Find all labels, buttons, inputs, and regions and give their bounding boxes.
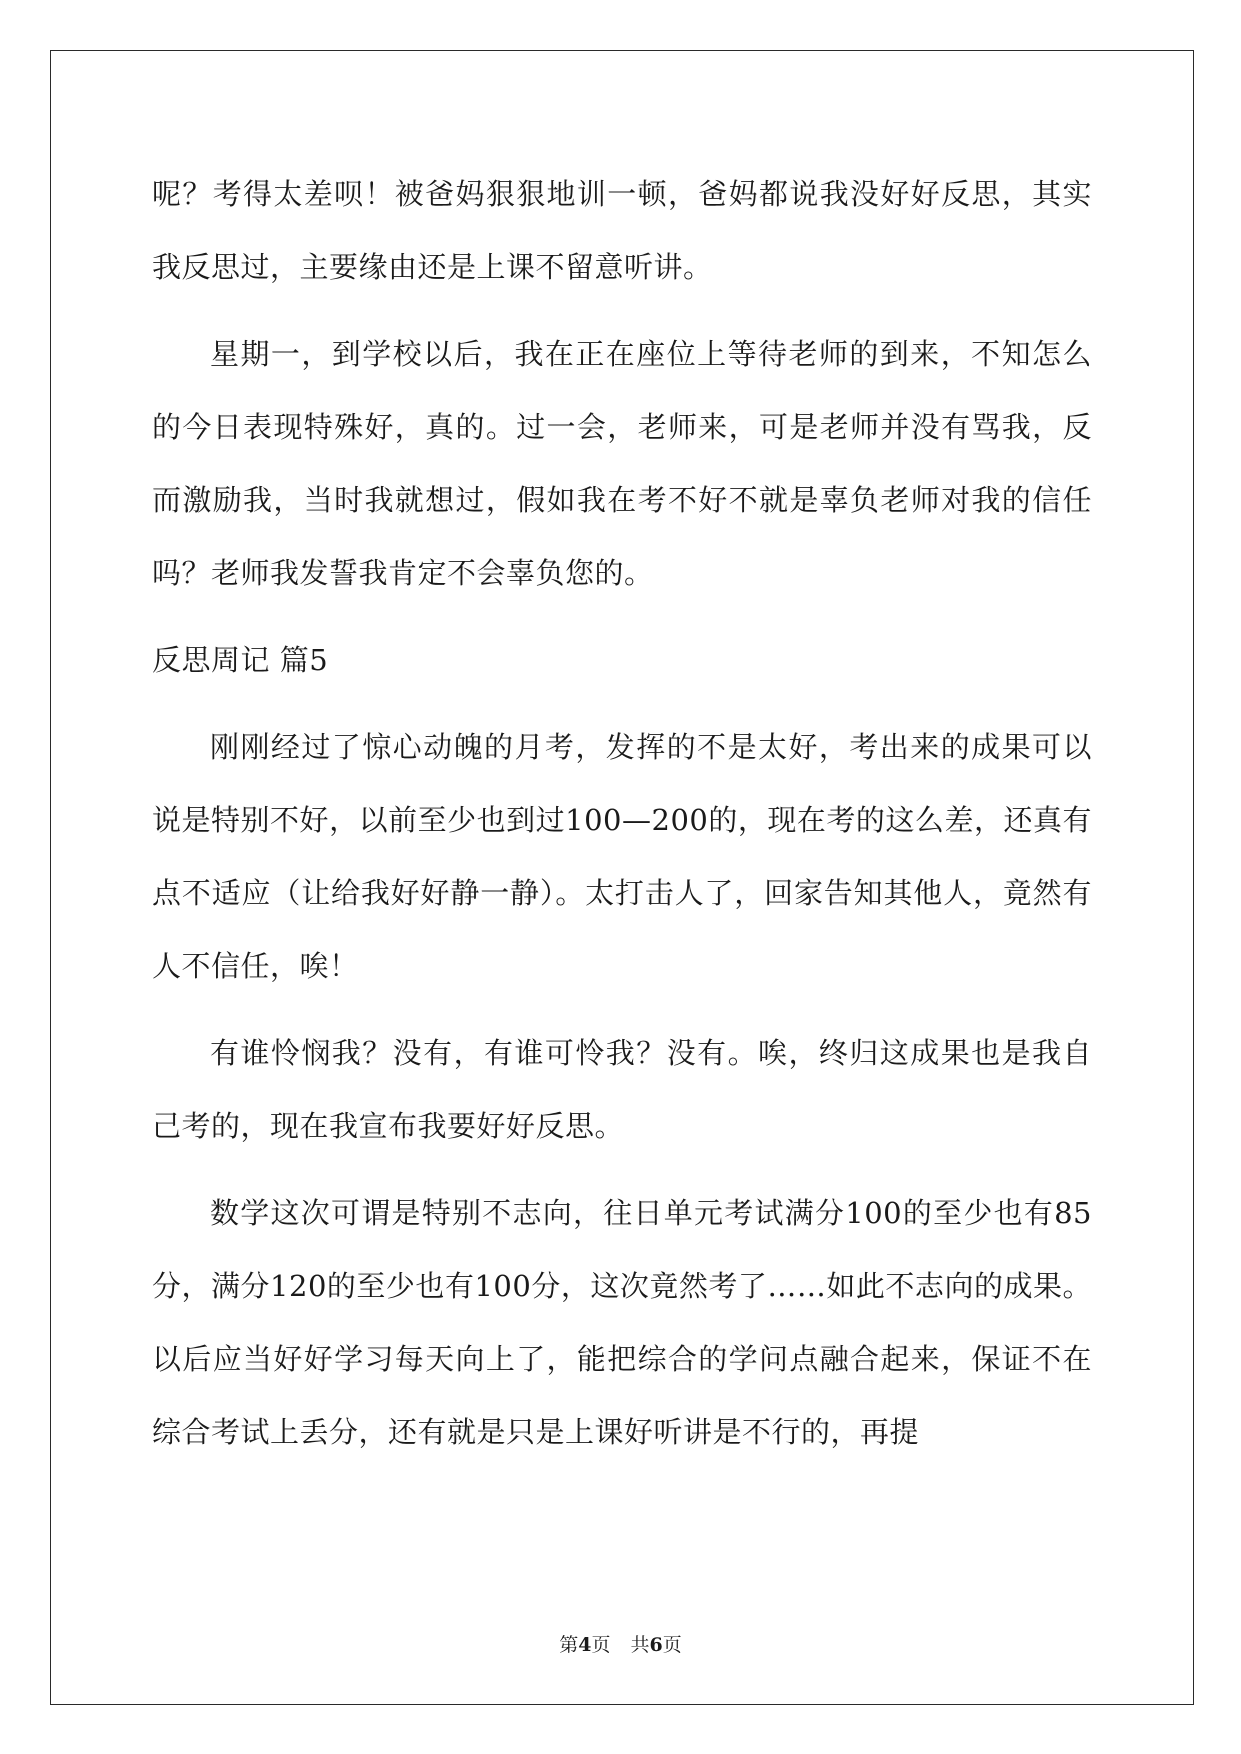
section-heading: 反思周记 篇5 bbox=[152, 643, 329, 677]
footer-total-suffix: 页 bbox=[662, 1634, 682, 1656]
paragraph-3: 刚刚经过了惊心动魄的月考，发挥的不是太好，考出来的成果可以说是特别不好，以前至少也到过100—200的，现在考的这么差，还真有点不适应（让给我好好静一静）。太打击人了，回家告知其他人，竟然有人不信任，唉！ bbox=[152, 730, 1092, 983]
footer-page-total: 6 bbox=[649, 1634, 663, 1656]
paragraph-1: 呢？考得太差呗！被爸妈狠狠地训一顿，爸妈都说我没好好反思，其实我反思过，主要缘由还是上课不留意听讲。 bbox=[152, 177, 1092, 284]
paragraph-5: 数学这次可谓是特别不志向，往日单元考试满分100的至少也有85分，满分120的至少也有100分，这次竟然考了……如此不志向的成果。以后应当好好学习每天向上了，能把综合的学问点融合起来，保证不在综合考试上丢分，还有就是只是上课好听讲是不行的，再提 bbox=[152, 1196, 1092, 1449]
page-footer bbox=[0, 1630, 1241, 1657]
footer-total-prefix: 共 bbox=[630, 1634, 650, 1656]
paragraph-2: 星期一，到学校以后，我在正在座位上等待老师的到来，不知怎么的今日表现特殊好，真的。过一会，老师来，可是老师并没有骂我，反而激励我，当时我就想过，假如我在考不好不就是辜负老师对我的信任吗？老师我发誓我肯定不会辜负您的。 bbox=[152, 337, 1092, 590]
document-body bbox=[152, 158, 1092, 1469]
footer-page-current: 4 bbox=[578, 1634, 592, 1656]
footer-page-suffix: 页 bbox=[591, 1634, 611, 1656]
paragraph-4: 有谁怜悯我？没有，有谁可怜我？没有。唉，终归这成果也是我自己考的，现在我宣布我要好好反思。 bbox=[152, 1036, 1092, 1143]
footer-page-prefix: 第 bbox=[559, 1634, 579, 1656]
